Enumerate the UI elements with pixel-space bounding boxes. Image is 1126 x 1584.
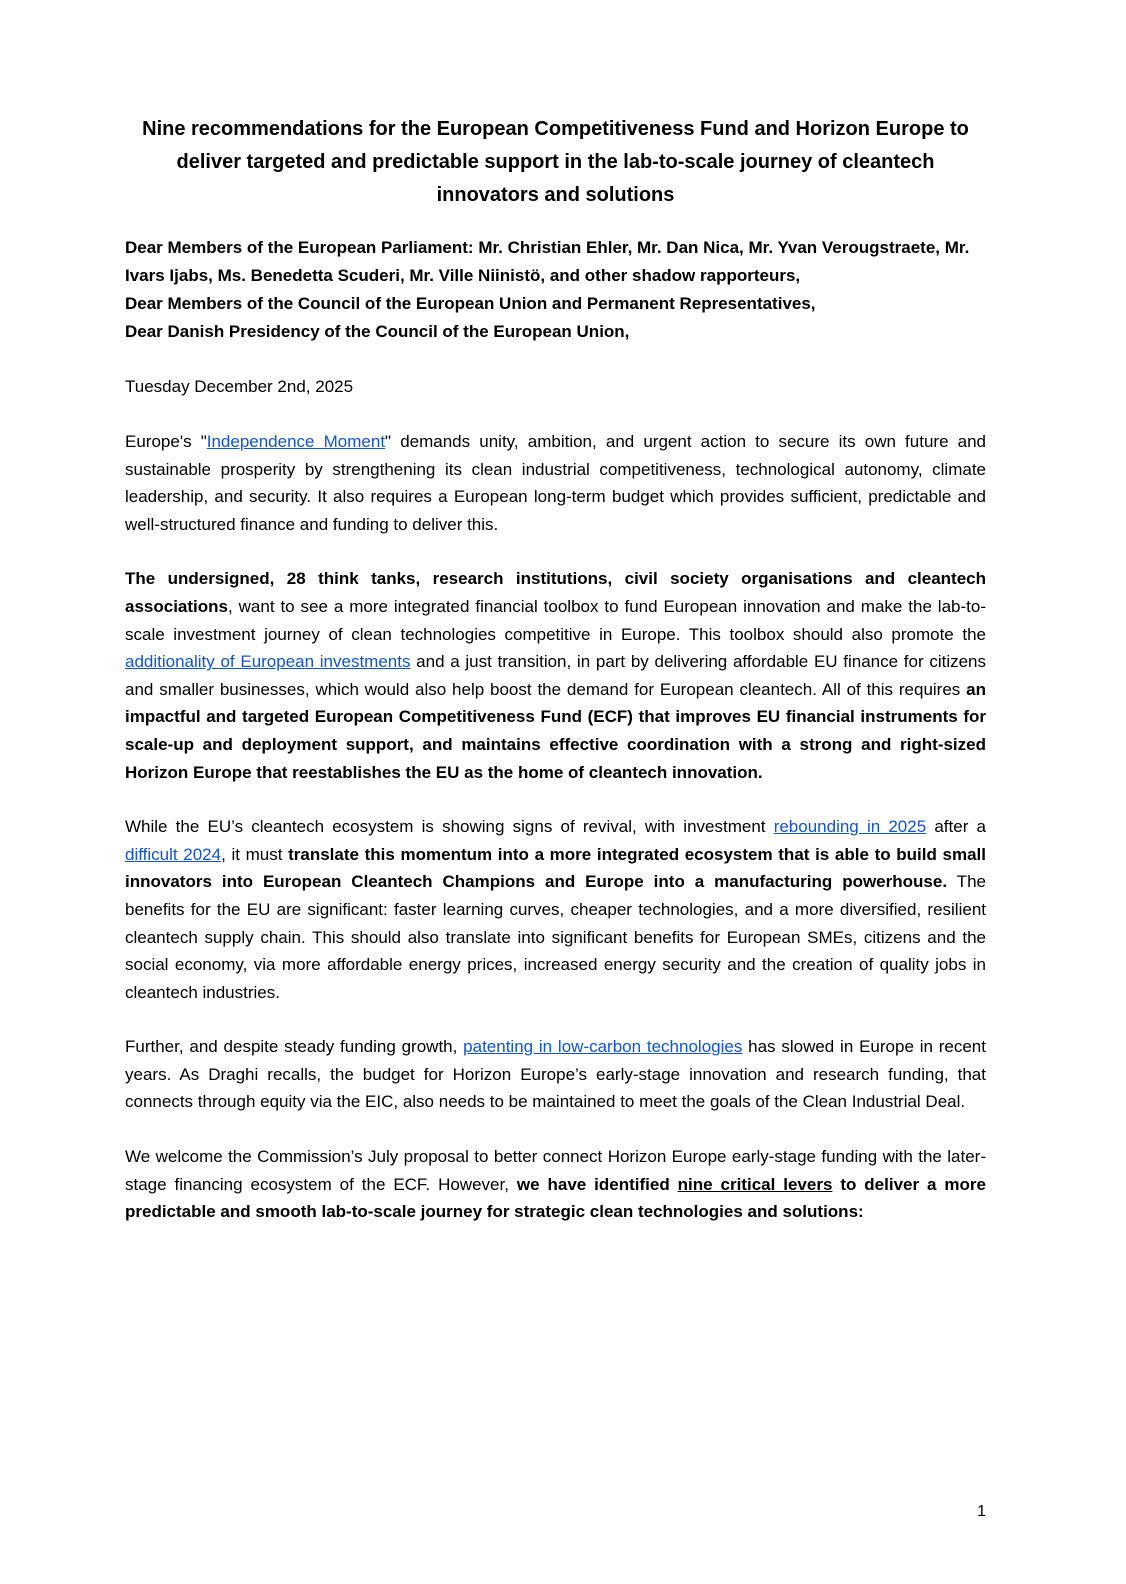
text-run: The undersigned, 28 think tanks, research institutions, civil society organisations and cleantech associations — [125, 569, 986, 616]
hyperlink[interactable]: rebounding in 2025 — [773, 817, 927, 837]
text-run: translate this momentum into a more integrated ecosystem that is able to build small innovators into European Cleantech Champions and Europe into a manufacturing powerhouse. — [125, 844, 986, 892]
text-run: " demands unity, ambition, and urgent action to secure its own future and sustainable prosperity by strengthening its clean industrial competitiveness, technological autonomy, climate leadership, and security. It also requires a European long-term budget which provides sufficient, predictable and well-structured finance and funding to deliver this. — [125, 432, 987, 534]
text-run: While the EU’s cleantech ecosystem is showing signs of revival, with investment — [125, 817, 774, 837]
text-run: The benefits for the EU are significant: faster learning curves, cheaper technologies, and a more diversified, resilient cleantech supply chain. This should also translate into significant benefits for European SMEs, citizens and the social economy, via more affordable energy prices, increased energy security and the creation of quality jobs in cleantech industries. — [125, 872, 986, 1002]
document-title: Nine recommendations for the European Competitiveness Fund and Horizon Europe to deliver targeted and predictable support in the lab-to-scale journey of cleantech innovators and solutions — [142, 118, 969, 206]
paragraph-nine-levers — [125, 1143, 986, 1226]
text-run: We welcome the Commission’s July proposal to better connect Horizon Europe early-stage funding with the later-stage financing ecosystem of the ECF. However, — [125, 1147, 986, 1194]
page-number: 1 — [977, 1503, 986, 1520]
text-run: we have identified — [516, 1174, 678, 1194]
text-run: nine critical levers — [677, 1174, 833, 1194]
text-run: to deliver a more predictable and smooth lab-to-scale journey for strategic clean technologies and solutions: — [125, 1174, 986, 1222]
paragraph-cleantech-ecosystem — [125, 813, 986, 1006]
text-run: Further, and despite steady funding growth, — [125, 1037, 464, 1057]
hyperlink[interactable]: patenting in low-carbon technologies — [463, 1037, 743, 1057]
hyperlink[interactable]: additionality of European investments — [125, 652, 411, 672]
salutation-line: Dear Members of the Council of the European Union and Permanent Representatives, — [125, 294, 816, 313]
text-run: , want to see a more integrated financial toolbox to fund European innovation and make the lab-to-scale investment journey of clean technologies competitive in Europe. This toolbox should also promote the — [125, 596, 986, 644]
text-run: Europe's " — [125, 432, 207, 451]
text-run: has slowed in Europe in recent years. As Draghi recalls, the budget for Horizon Europe’s early-stage innovation and research funding, that connects through equity via the EIC, also needs to be maintained to meet the goals of the Clean Industrial Deal. — [125, 1037, 986, 1112]
text-run: after a — [926, 817, 986, 837]
text-run: an impactful and targeted European Competitiveness Fund (ECF) that improves EU financial instruments for scale-up and deployment support, and maintains effective coordination with a strong and right-sized Horizon Europe that reestablishes the EU as the home of cleantech innovation. — [125, 679, 986, 782]
hyperlink[interactable]: difficult 2024 — [125, 844, 222, 864]
text-run: and a just transition, in part by delivering affordable EU finance for citizens and smaller businesses, which would also help boost the demand for European cleantech. All of this requires — [125, 652, 987, 699]
paragraph-independence-moment — [125, 428, 986, 538]
text-run: , it must — [221, 844, 289, 864]
salutation-line: Dear Danish Presidency of the Council of the European Union, — [125, 322, 630, 341]
date-line: Tuesday December 2nd, 2025 — [125, 377, 354, 396]
paragraph-patenting — [125, 1033, 986, 1116]
salutation-line: Dear Members of the European Parliament: Mr. Christian Ehler, Mr. Dan Nica, Mr. Yvan Verougstraete, Mr. Ivars Ijabs, Ms. Benedetta Scuderi, Mr. Ville Niinistö, and other shadow rapporteurs, — [125, 238, 970, 285]
paragraph-undersigned — [125, 565, 986, 786]
hyperlink[interactable]: Independence Moment — [206, 432, 386, 451]
salutation-block — [125, 234, 986, 346]
